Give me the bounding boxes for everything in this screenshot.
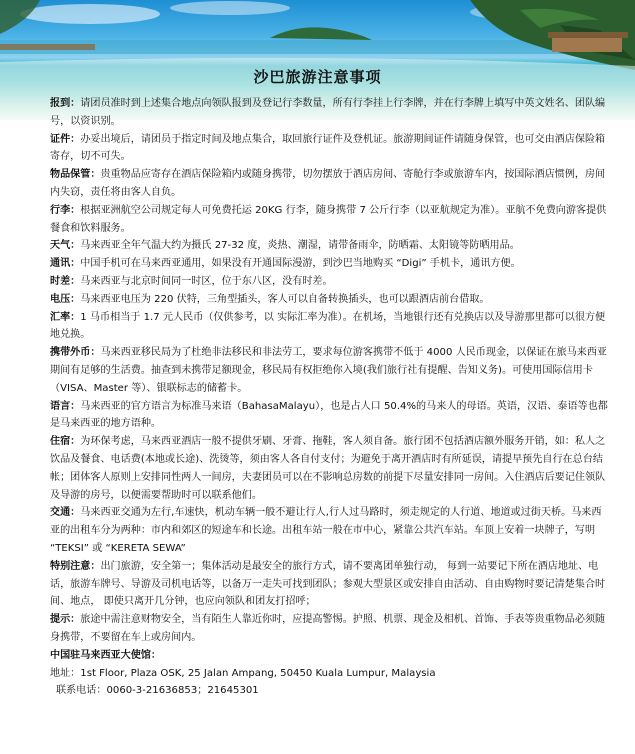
section-text: 根据亚洲航空公司规定每人可免费托运 20KG 行李，随身携带 7 公斤行李（以亚航规定为准）。亚航不免费向游客提供餐食和饮料服务。: [50, 204, 607, 234]
section-label: 提示：: [50, 614, 81, 626]
embassy-address: [50, 665, 610, 683]
page-title: 沙巴旅游注意事项: [253, 68, 382, 86]
section-label: 报到：: [50, 98, 81, 109]
section-foreign-currency: [50, 344, 610, 397]
section-luggage: [50, 202, 610, 238]
embassy-phone: [50, 682, 610, 700]
address-value: 1st Floor, Plaza OSK, 25 Jalan Ampang, 50450 Kuala Lumpur, Malaysia: [80, 667, 436, 679]
section-text: 为环保考虑，马来西亚酒店一般不提供牙刷、牙膏、拖鞋，客人须自备。旅行团不包括酒店额外服务开销，如：私人之饮品及餐食、电话费(本地或长途)、洗烫等，须由客人各自付支付；为避免于离开酒店时有所延误，请提早预先自行在总台结帐；团体客人原则上安排同性两人一间房，夫妻团员可以在不影响总房数的前提下尽量安排同一房间。入住酒店后要记住领队及导游的房号，以便需要帮助时可以联系他们。: [50, 436, 606, 501]
section-text: 旅途中需注意财物安全，当有陌生人靠近你时，应提高警惕。护照、机票、现金及相机、首饰、手表等贵重物品必须随身携带，不要留在车上或房间内。: [50, 614, 606, 643]
section-label: 电压：: [50, 293, 81, 305]
section-communication: [50, 255, 610, 273]
section-voltage: [50, 291, 610, 309]
section-text: 马来西亚移民局为了杜绝非法移民和非法劳工，要求每位游客携带不低于 4000 人民币现金，以保证在旅马来西亚期间有足够的生活费。抽查到未携带足额现金，移民局有权拒绝你入境(我们旅行社有提醒、告知义务)。可使用国际信用卡（VISA、Master 等）、银联标志的储蓄卡。: [50, 347, 607, 394]
section-text: 马来西亚与北京时间同一时区，位于东八区，没有时差。: [80, 275, 333, 287]
embassy-title: 中国驻马来西亚大使馆：: [50, 649, 162, 661]
section-documents: [50, 131, 610, 167]
section-text: 马来西亚的官方语言为标准马来语（BahasaMalayu），也是占人口 50.4%的马来人的母语。英语，汉语、泰语等也都是马来西亚的地方语种。: [50, 400, 608, 430]
section-label: 交通：: [50, 507, 81, 519]
section-label: 住宿：: [50, 436, 81, 448]
section-label: 携带外币：: [50, 347, 101, 359]
section-label: 语言：: [50, 400, 81, 412]
section-text: 马来西亚电压为 220 伏特，三角型插头，客人可以自备转换插头，也可以跟酒店前台借取。: [80, 293, 490, 305]
section-accommodation: [50, 433, 610, 504]
section-text: 出门旅游，安全第一；集体活动是最安全的旅行方式，请不要离团单独行动， 每到一站要记下所在酒店地址、电话，旅游车牌号、导游及司机电话等，以备万一走失可找到团队；参观大型景区或安排自由活动、自由购物时要记清楚集合时间、地点， 即使只离开几分钟，也应向领队和团友打招呼；: [50, 560, 606, 608]
section-text: 马来西亚交通为左行,车速快，机动车辆一般不避让行人,行人过马路时，须走规定的人行道、地道或过街天桥。马来西亚的出租车分为两种：市内和郊区的短途车和长途。出租车站一般在市中心，紧靠公共汽车站。车顶上安着一块牌子，写明 “TEKSI” 或 “KERETA SEWA”: [50, 507, 602, 554]
section-text: 1 马币相当于 1.7 元人民币（仅供参考，以 实际汇率为准）。在机场，当地银行还有兑换店以及导游那里都可以很方便地兑换。: [50, 311, 606, 341]
phone-label: 联系电话：: [56, 685, 107, 697]
section-text: 办妥出境后，请团员于指定时间及地点集合，取回旅行证件及登机证。旅游期间证件请随身保管，也可交由酒店保险箱寄存，切不可失。: [50, 133, 606, 163]
phone-value: 0060-3-21636853；21645301: [106, 685, 259, 697]
section-label: 通讯：: [50, 258, 81, 270]
section-text: 贵重物品应寄存在酒店保险箱内或随身携带，切勿摆放于酒店房间、寄舱行李或旅游车内，按国际酒店惯例，房间内失窃，责任将由客人自负。: [50, 169, 606, 198]
section-text: 中国手机可在马来西亚通用，如果没有开通国际漫游，到沙巴当地购买 “Digi” 手机卡，通讯方便。: [80, 258, 521, 270]
section-registration: [50, 95, 610, 131]
section-time-difference: [50, 273, 610, 291]
section-label: 时差：: [50, 275, 81, 287]
section-text: 马来西亚全年气温大约为摄氏 27-32 度，炎热、潮湿，请带备雨伞，防晒霜、太阳镜等防晒用品。: [80, 240, 520, 252]
section-label: 证件：: [50, 133, 81, 145]
section-language: [50, 398, 610, 434]
section-transport: [50, 504, 610, 557]
section-label: 天气：: [50, 240, 81, 252]
section-weather: [50, 237, 610, 255]
section-tips: [50, 611, 610, 647]
section-label: 汇率：: [50, 311, 81, 323]
section-label: 物品保管：: [50, 169, 101, 181]
section-exchange-rate: [50, 309, 610, 345]
embassy-info: [50, 647, 610, 700]
section-label: 行李：: [50, 204, 81, 216]
section-text: 请团员准时到上述集合地点向领队报到及登记行李数量，所有行李挂上行李牌，并在行李牌上填写中英文姓名、团队编号，以资识别。: [50, 98, 606, 127]
section-special-notice: [50, 558, 610, 611]
section-valuables: [50, 166, 610, 202]
section-label: 特别注意：: [50, 560, 101, 572]
notice-content: [50, 95, 610, 700]
address-label: 地址：: [50, 667, 81, 679]
